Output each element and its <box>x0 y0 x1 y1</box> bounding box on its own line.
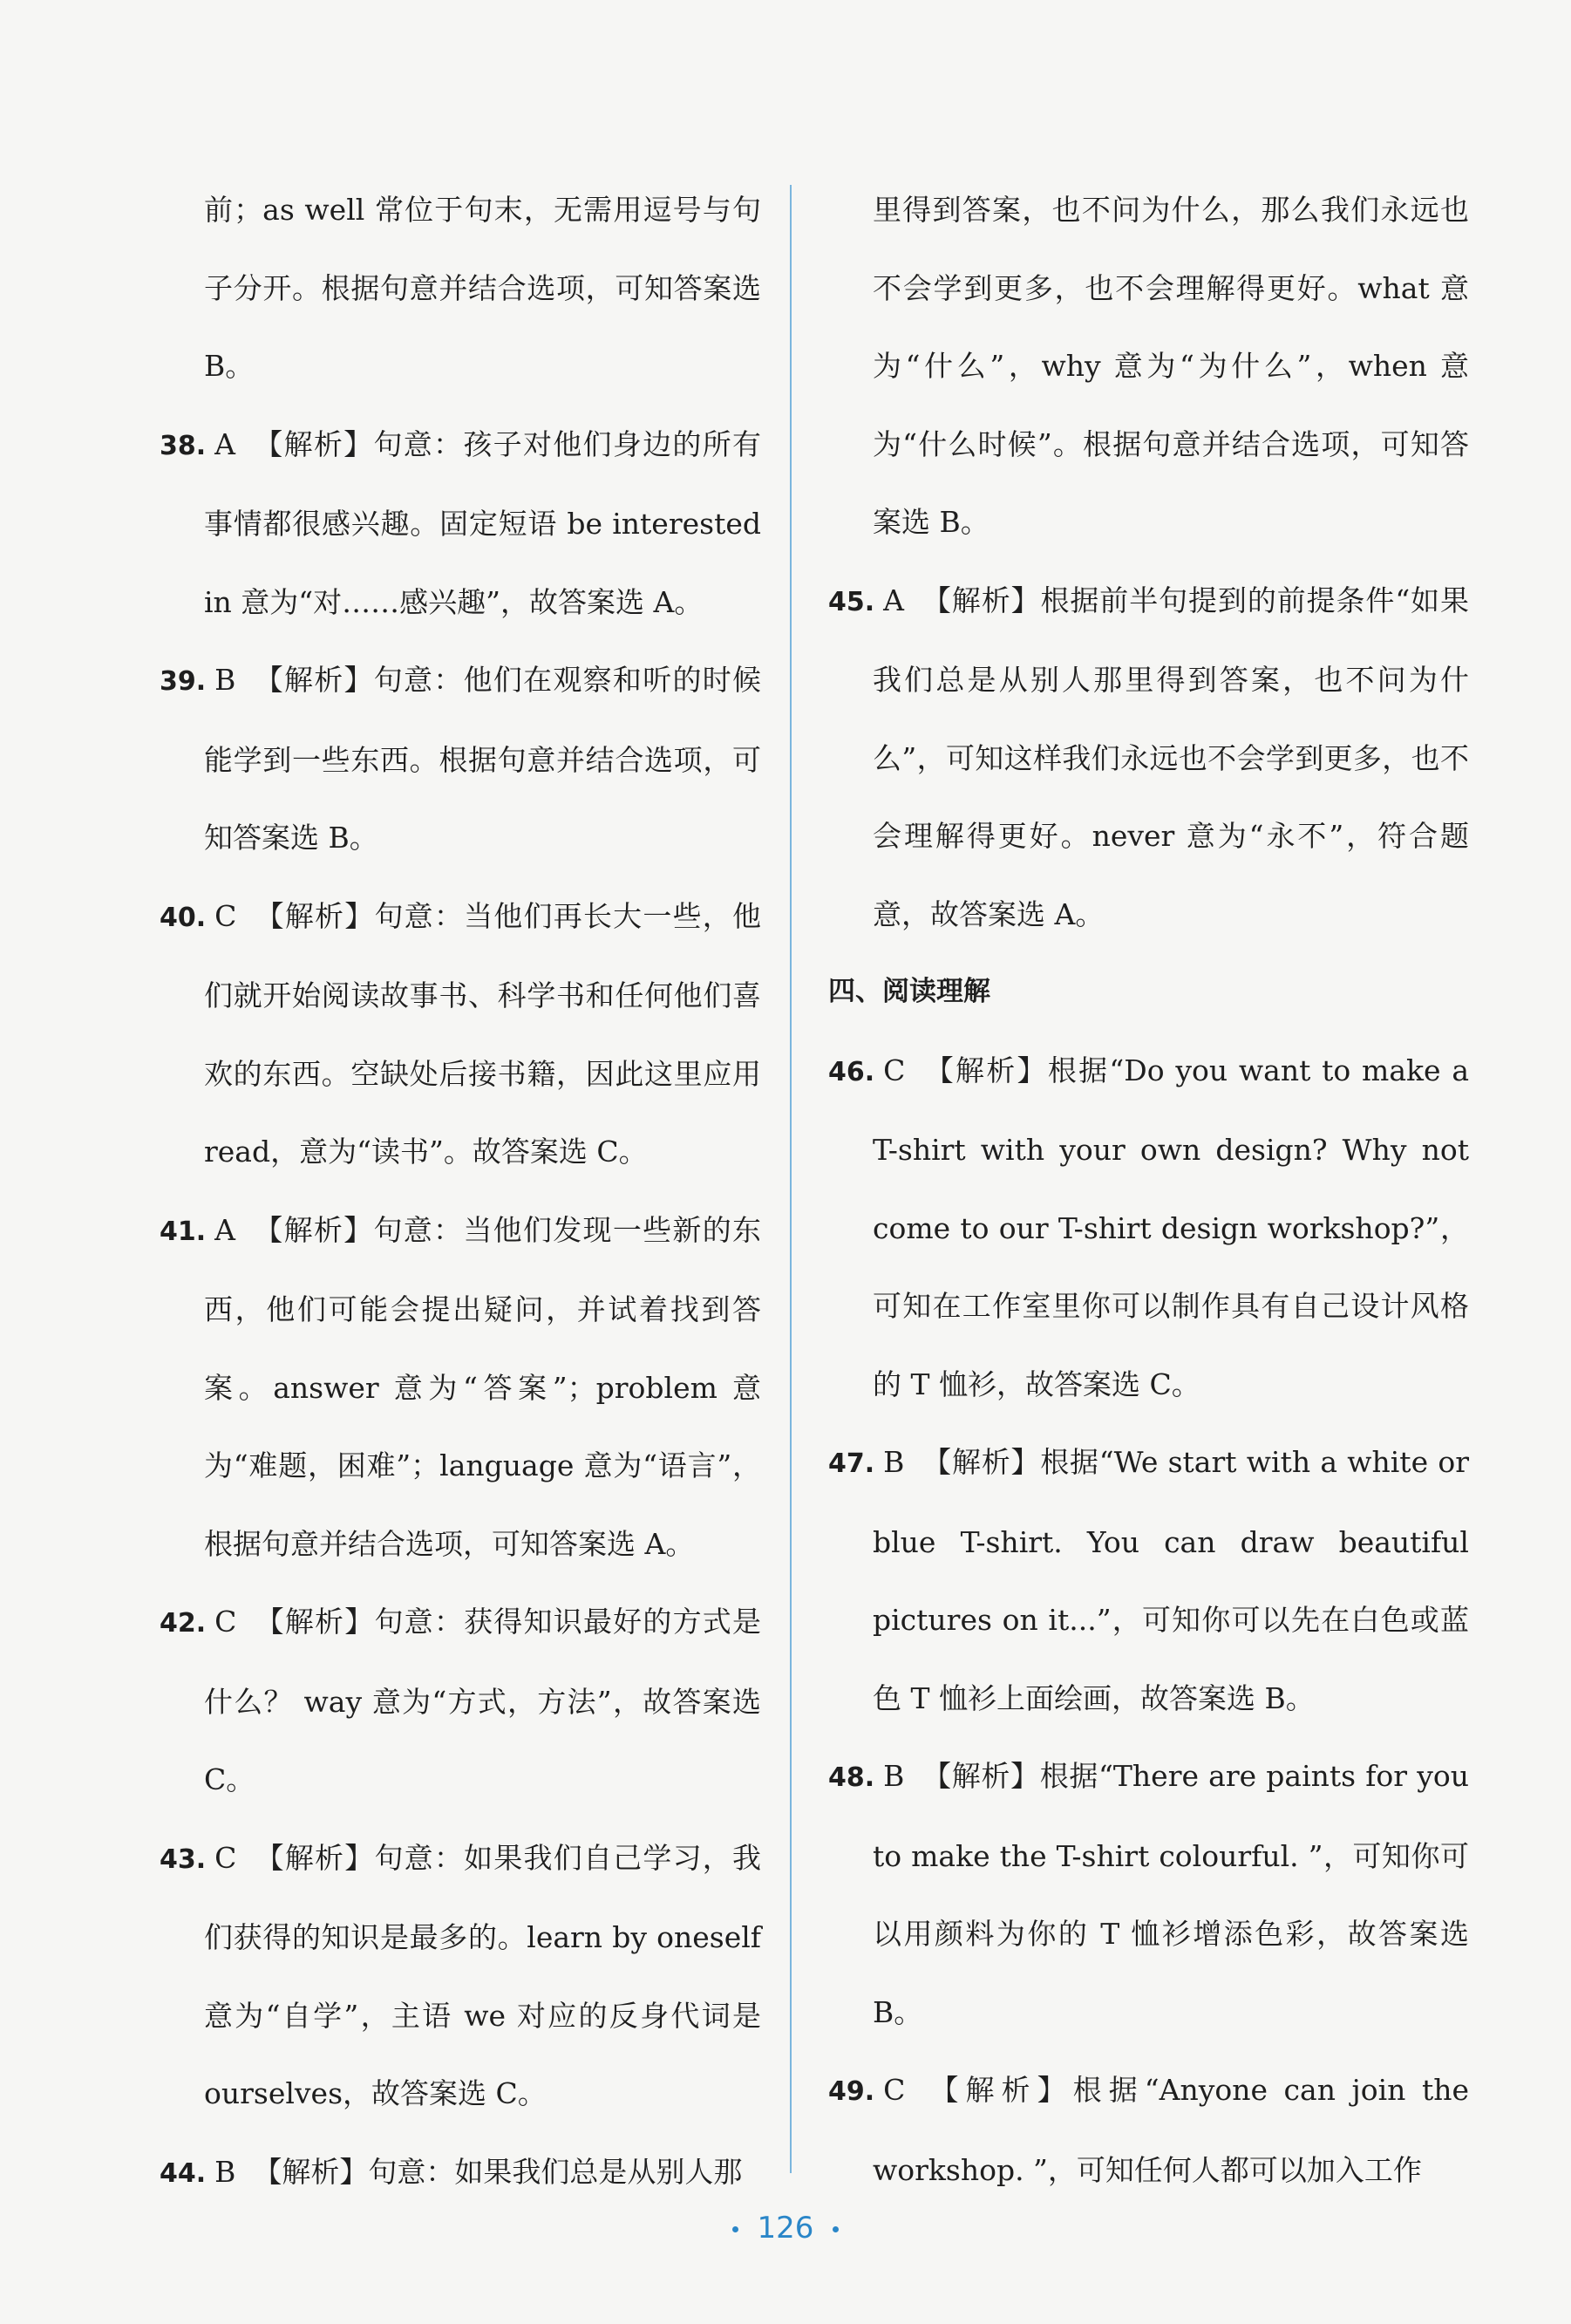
explanation-text: 【解析】句意：当他们发现一些新的东西，他们可能会提出疑问，并试着找到答案。answer 意为“答案”；problem 意为“难题，困难”；language 意为“语言”，根据句意并结合选项，可知答案选 A。 <box>204 1212 761 1561</box>
answer-item-40 <box>160 877 761 1191</box>
explanation-text: 【解析】根据“We start with a white or blue T-shirt. You can draw beautiful pictures on it...”，可知你可以先在白色或蓝色 T 恤衫上面绘画，故答案选 B。 <box>873 1445 1469 1715</box>
column-divider <box>790 185 792 2173</box>
answer-item-43 <box>160 1819 761 2133</box>
question-number: 44. <box>160 2157 207 2189</box>
explanation-text: 【解析】根据前半句提到的前提条件“如果我们总是从别人那里得到答案，也不问为什么”，可知这样我们永远也不会学到更多，也不会理解得更好。never 意为“永不”，符合题意，故答案选 A。 <box>873 583 1469 931</box>
answer-letter: A <box>214 426 235 461</box>
answer-letter: C <box>883 2073 906 2107</box>
explanation-text: 【解析】根据“Anyone can join the workshop. ”，可知任何人都可以加入工作 <box>873 2073 1469 2187</box>
answer-letter: A <box>883 583 904 617</box>
left-column <box>160 171 761 2212</box>
answer-item-47 <box>828 1423 1469 1737</box>
answer-letter: C <box>214 898 237 933</box>
answer-letter: B <box>214 2154 236 2189</box>
right-column <box>828 171 1469 2209</box>
question-number: 45. <box>828 586 875 617</box>
question-number: 39. <box>160 666 207 697</box>
answer-letter: C <box>883 1053 906 1087</box>
answer-item-42 <box>160 1583 761 1819</box>
answer-item-44 <box>160 2133 761 2213</box>
question-number: 48. <box>828 1762 875 1793</box>
answer-letter: B <box>214 663 236 697</box>
question-number: 47. <box>828 1448 875 1479</box>
answer-letter: B <box>883 1759 905 1793</box>
explanation-text: 【解析】根据“Do you want to make a T-shirt with your own design? Why not come to our T-shirt design workshop?”，可知在工作室里你可以制作具有自己设计风格的 T 恤衫，故答案选 C。 <box>873 1053 1469 1401</box>
answer-item-41 <box>160 1191 761 1584</box>
section-title: 四、阅读理解 <box>828 976 990 1007</box>
question-number: 41. <box>160 1216 207 1247</box>
bullet-dot-icon <box>833 2226 839 2232</box>
answer-item-49 <box>828 2051 1469 2209</box>
explanation-text: 【解析】句意：如果我们自己学习，我们获得的知识是最多的。learn by oneself 意为“自学”，主语 we 对应的反身代词是 ourselves，故答案选 C。 <box>204 1840 761 2110</box>
answer-item-45 <box>828 562 1469 954</box>
page-number-footer <box>0 2211 1571 2246</box>
answer-item-46 <box>828 1032 1469 1424</box>
explanation-text: 【解析】根据“There are paints for you to make the T-shirt colourful. ”，可知你可以用颜料为你的 T 恤衫增添色彩，故答案选 B。 <box>873 1759 1469 2029</box>
answer-letter: C <box>214 1605 237 1639</box>
explanation-text: 【解析】句意：他们在观察和听的时候能学到一些东西。根据句意并结合选项，可知答案选 B。 <box>204 663 761 855</box>
answer-letter: C <box>214 1840 237 1875</box>
explanation-text: 【解析】句意：获得知识最好的方式是什么？ way 意为“方式，方法”，故答案选 C。 <box>204 1605 761 1796</box>
bullet-dot-icon <box>732 2226 738 2232</box>
question-number: 42. <box>160 1608 207 1639</box>
page-number: 126 <box>757 2211 814 2246</box>
question-number: 43. <box>160 1844 207 1875</box>
question-number: 46. <box>828 1056 875 1087</box>
question-number: 38. <box>160 430 207 461</box>
explanation-text: 【解析】句意：如果我们总是从别人那 <box>253 2154 743 2189</box>
answer-item-38 <box>160 406 761 642</box>
question-number: 49. <box>828 2076 875 2107</box>
question-number: 40. <box>160 902 207 933</box>
answer-item-48 <box>828 1737 1469 2051</box>
explanation-text: 【解析】句意：当他们再长大一些，他们就开始阅读故事书、科学书和任何他们喜欢的东西。空缺处后接书籍，因此这里应用 read，意为“读书”。故答案选 C。 <box>204 898 761 1169</box>
explanation-text: 【解析】句意：孩子对他们身边的所有事情都很感兴趣。固定短语 be interested in 意为“对……感兴趣”，故答案选 A。 <box>204 426 761 619</box>
answer-letter: A <box>214 1212 235 1247</box>
paragraph-37-continued: 前；as well 常位于句末，无需用逗号与句子分开。根据句意并结合选项，可知答案选 B。 <box>204 193 761 383</box>
answer-item-39 <box>160 641 761 877</box>
answer-letter: B <box>883 1445 905 1479</box>
paragraph-44-continued: 里得到答案，也不问为什么，那么我们永远也不会学到更多，也不会理解得更好。what 意为“什么”，why 意为“为什么”，when 意为“什么时候”。根据句意并结合选项，可知答案选 B。 <box>873 193 1469 539</box>
